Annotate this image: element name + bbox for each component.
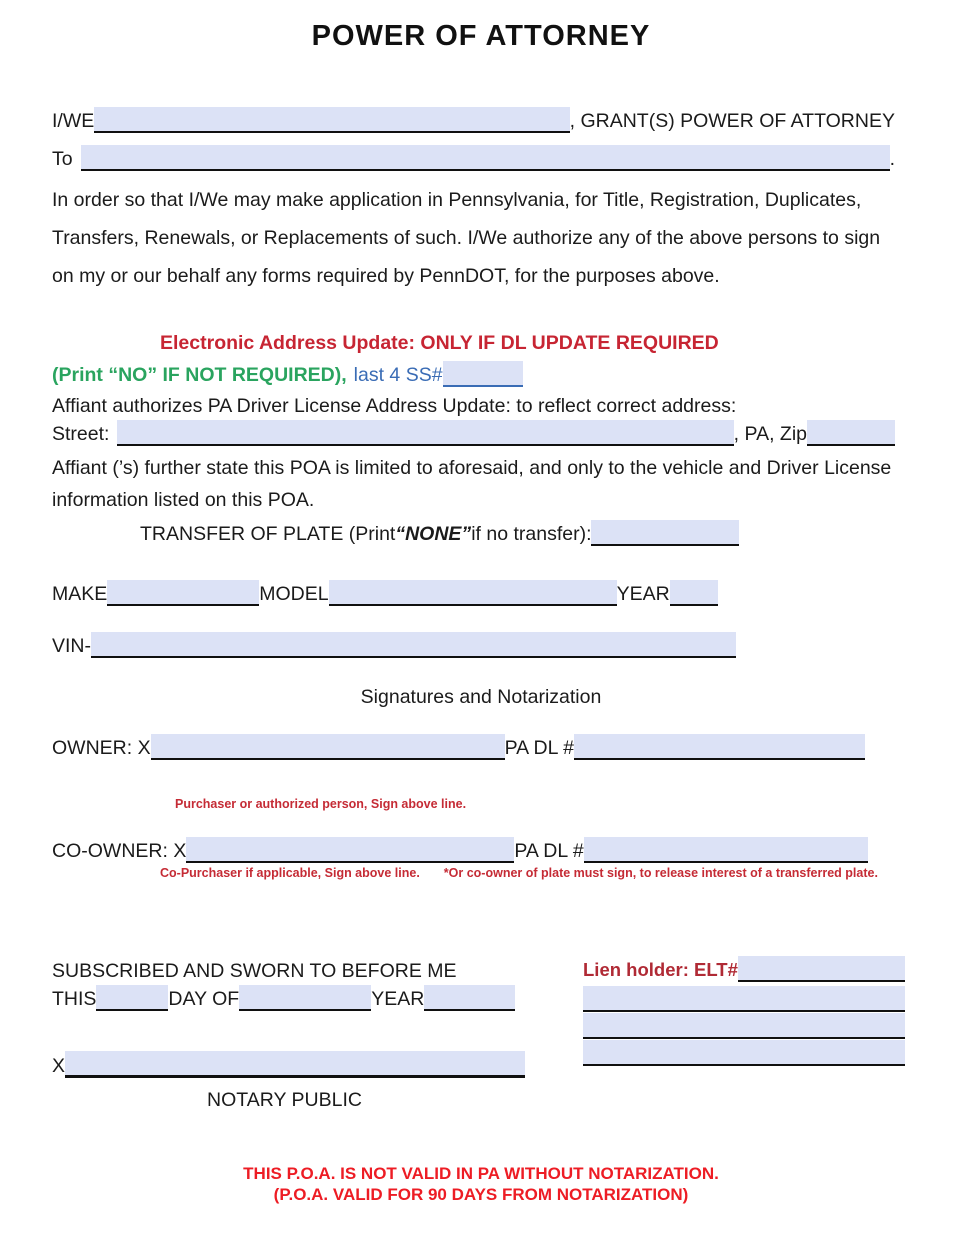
model-label: MODEL xyxy=(259,583,329,605)
year-label: YEAR xyxy=(616,583,670,605)
sworn-text: SUBSCRIBED AND SWORN TO BEFORE ME xyxy=(52,960,457,982)
ss-row xyxy=(52,361,895,387)
lien-holder-label: Lien holder: ELT# xyxy=(583,959,738,980)
owner-dl-label: PA DL # xyxy=(504,737,574,759)
grantee-name-field[interactable] xyxy=(81,145,890,171)
vehicle-row xyxy=(52,580,718,606)
lien-field-2[interactable] xyxy=(583,986,905,1012)
notarization-warning xyxy=(0,1163,962,1205)
vin-row xyxy=(52,632,736,658)
make-field[interactable] xyxy=(107,580,259,606)
vin-field[interactable] xyxy=(91,632,736,658)
to-period: . xyxy=(889,148,895,170)
signatures-heading: Signatures and Notarization xyxy=(360,686,602,708)
notary-signature-field[interactable] xyxy=(65,1051,525,1078)
year-field[interactable] xyxy=(670,580,718,606)
grantor-name-field[interactable] xyxy=(94,107,569,133)
warning-line-2: (P.O.A. VALID FOR 90 DAYS FROM NOTARIZATION) xyxy=(273,1185,689,1204)
electronic-update-heading-text: Electronic Address Update: ONLY IF DL UPDATE REQUIRED xyxy=(160,332,719,354)
grantee-row xyxy=(52,145,895,171)
owner-label: OWNER: X xyxy=(52,737,151,759)
day-of-label: DAY OF xyxy=(168,988,240,1010)
this-label: THIS xyxy=(52,988,97,1010)
transfer-none-word: “NONE” xyxy=(395,523,472,545)
warning-line-1: THIS P.O.A. IS NOT VALID IN PA WITHOUT NOTARIZATION. xyxy=(243,1164,719,1183)
owner-sign-note: Purchaser or authorized person, Sign above line. xyxy=(175,797,467,811)
sworn-row xyxy=(52,959,457,983)
lien-holder-row xyxy=(583,956,905,982)
coowner-signature-field[interactable] xyxy=(186,837,514,863)
lien-field-4[interactable] xyxy=(583,1040,905,1066)
model-field[interactable] xyxy=(329,580,617,606)
street-field[interactable] xyxy=(117,420,733,446)
coowner-sign-notes xyxy=(160,866,878,880)
coowner-row xyxy=(52,837,868,863)
grant-suffix-label: , GRANT(S) POWER OF ATTORNEY xyxy=(569,110,895,132)
street-row xyxy=(52,420,895,446)
notary-year-label: YEAR xyxy=(371,988,425,1010)
street-label: Street: xyxy=(52,423,110,445)
ss-last4-field[interactable] xyxy=(443,361,523,387)
coowner-note-left: Co-Purchaser if applicable, Sign above line. xyxy=(160,866,420,880)
owner-dl-field[interactable] xyxy=(574,734,865,760)
form-title: POWER OF ATTORNEY xyxy=(311,20,651,52)
owner-row xyxy=(52,734,865,760)
notary-public-label: NOTARY PUBLIC xyxy=(207,1089,362,1111)
lien-line-4 xyxy=(583,1040,905,1066)
ss-label: last 4 SS# xyxy=(353,364,443,386)
coowner-dl-field[interactable] xyxy=(584,837,868,863)
transfer-suffix: if no transfer): xyxy=(471,523,592,545)
make-label: MAKE xyxy=(52,583,108,605)
electronic-update-heading xyxy=(160,331,719,355)
lien-line-3 xyxy=(583,1013,905,1039)
iwe-label: I/WE xyxy=(52,110,95,132)
transfer-prefix: TRANSFER OF PLATE (Print xyxy=(140,523,396,545)
pa-zip-label: , PA, Zip xyxy=(733,423,807,445)
to-label: To xyxy=(52,148,73,170)
transfer-row xyxy=(140,520,739,546)
notary-sign-row xyxy=(52,1051,525,1078)
coowner-label: CO-OWNER: X xyxy=(52,840,187,862)
month-field[interactable] xyxy=(239,985,371,1011)
notary-year-field[interactable] xyxy=(424,985,515,1011)
coowner-dl-label: PA DL # xyxy=(514,840,584,862)
lien-field-3[interactable] xyxy=(583,1013,905,1039)
authorize-row xyxy=(52,394,895,418)
owner-signature-field[interactable] xyxy=(151,734,505,760)
grantor-row xyxy=(52,107,895,133)
sworn-date-row xyxy=(52,985,515,1011)
transfer-plate-field[interactable] xyxy=(591,520,739,546)
authorize-line-text: Affiant authorizes PA Driver License Address Update: to reflect correct address: xyxy=(52,395,737,417)
limitation-paragraph: Affiant (’s) further state this POA is limited to aforesaid, and only to the vehicle and Driver License information listed on this POA. xyxy=(52,457,892,511)
notary-x-label: X xyxy=(52,1055,66,1077)
print-no-note: (Print “NO” IF NOT REQUIRED), xyxy=(52,364,347,386)
vin-label: VIN- xyxy=(52,635,91,657)
zip-field[interactable] xyxy=(807,420,895,446)
coowner-note-right: *Or co-owner of plate must sign, to release interest of a transferred plate. xyxy=(443,866,878,880)
day-field[interactable] xyxy=(96,985,168,1011)
intro-paragraph: In order so that I/We may make application in Pennsylvania, for Title, Registration, Duplicates, Transfers, Renewals, or Replacements of such. I/We authorize any of the above persons to sign on my or our behalf any forms required by PennDOT, for the purposes above. xyxy=(52,189,881,287)
lien-elt-field[interactable] xyxy=(738,956,905,982)
lien-line-2 xyxy=(583,986,905,1012)
